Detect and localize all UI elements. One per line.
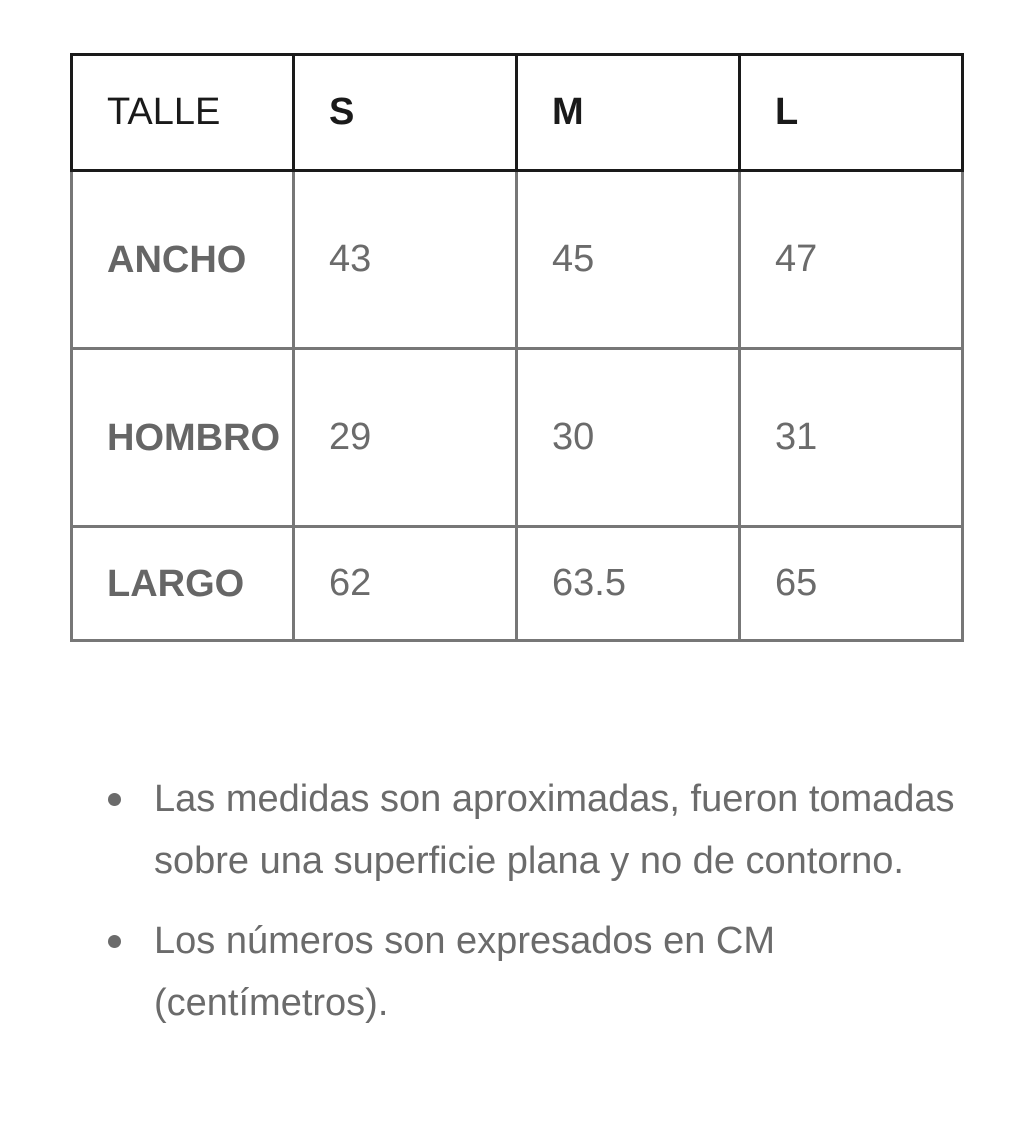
cell-largo-s: 62 [294, 527, 517, 641]
size-chart-header [72, 55, 963, 171]
table-row-ancho [72, 171, 963, 349]
header-size-l: L [740, 55, 963, 171]
header-talle-label: TALLE [72, 55, 294, 171]
table-row-largo [72, 527, 963, 641]
notes-list [104, 768, 984, 1052]
table-row-hombro [72, 349, 963, 527]
header-row [72, 55, 963, 171]
cell-hombro-m: 30 [517, 349, 740, 527]
row-label-hombro: HOMBRO [72, 349, 294, 527]
bullet-icon [108, 793, 121, 806]
note-text: Los números son expresados en CM (centímetros). [154, 920, 775, 1024]
cell-largo-m: 63.5 [517, 527, 740, 641]
size-chart-body [72, 171, 963, 641]
header-size-m: M [517, 55, 740, 171]
cell-ancho-m: 45 [517, 171, 740, 349]
row-label-largo: LARGO [72, 527, 294, 641]
cell-largo-l: 65 [740, 527, 963, 641]
note-text: Las medidas son aproximadas, fueron tomadas sobre una superficie plana y no de contorno. [154, 778, 955, 882]
cell-hombro-s: 29 [294, 349, 517, 527]
list-item [104, 910, 984, 1034]
row-label-ancho: ANCHO [72, 171, 294, 349]
cell-ancho-l: 47 [740, 171, 963, 349]
cell-hombro-l: 31 [740, 349, 963, 527]
bullet-icon [108, 935, 121, 948]
cell-ancho-s: 43 [294, 171, 517, 349]
header-size-s: S [294, 55, 517, 171]
list-item [104, 768, 984, 892]
size-chart-table [70, 53, 964, 642]
